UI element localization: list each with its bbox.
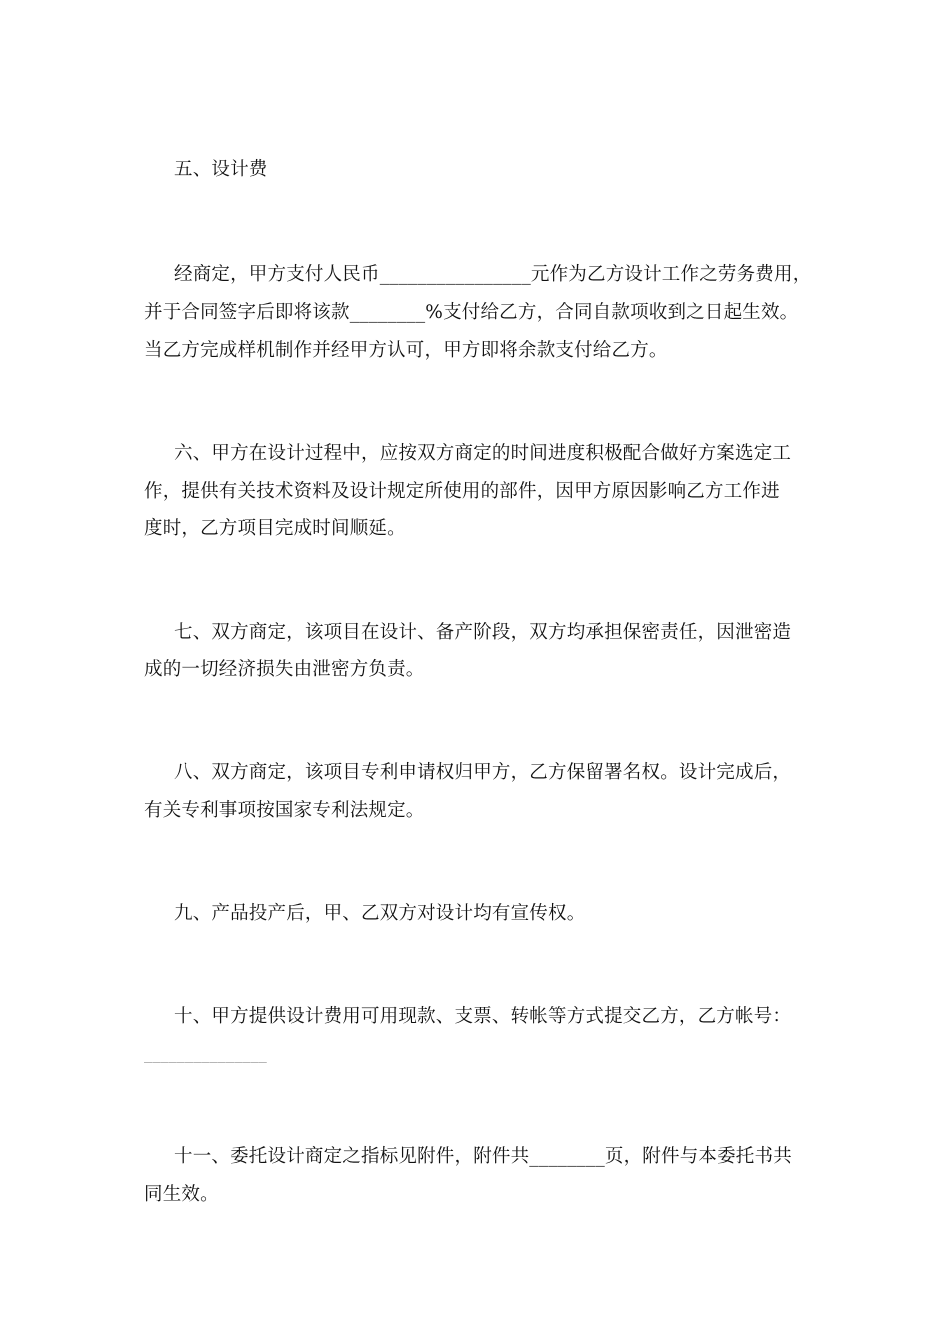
clause-9-line-1: 九、产品投产后，甲、乙双方对设计均有宣传权。 xyxy=(174,903,586,924)
fee-paragraph-line-1: 经商定，甲方支付人民币________________元作为乙方设计工作之劳务费用， xyxy=(174,264,812,285)
section-heading-design-fee: 五、设计费 xyxy=(174,159,268,180)
clause-6-line-3: 度时，乙方项目完成时间顺延。 xyxy=(144,518,406,539)
clause-10-line-1: 十、甲方提供设计费用可用现款、支票、转帐等方式提交乙方，乙方帐号： xyxy=(174,1006,792,1027)
clause-8-line-1: 八、双方商定，该项目专利申请权归甲方，乙方保留署名权。设计完成后， xyxy=(174,762,792,783)
fee-paragraph-line-3: 当乙方完成样机制作并经甲方认可，甲方即将余款支付给乙方。 xyxy=(144,340,668,361)
account-number-blank: _______________ xyxy=(144,1044,267,1063)
clause-7-line-2: 成的一切经济损失由泄密方负责。 xyxy=(144,659,425,680)
fee-paragraph-line-2: 并于合同签字后即将该款________%支付给乙方，合同自款项收到之日起生效。 xyxy=(144,302,799,323)
clause-6-line-2: 作，提供有关技术资料及设计规定所使用的部件，因甲方原因影响乙方工作进 xyxy=(144,481,780,502)
clause-8-line-2: 有关专利事项按国家专利法规定。 xyxy=(144,800,425,821)
clause-11-line-2: 同生效。 xyxy=(144,1184,219,1205)
clause-6-line-1: 六、甲方在设计过程中，应按双方商定的时间进度积极配合做好方案选定工 xyxy=(174,443,792,464)
clause-11-line-1: 十一、委托设计商定之指标见附件，附件共________页，附件与本委托书共 xyxy=(174,1146,792,1167)
clause-7-line-1: 七、双方商定，该项目在设计、备产阶段，双方均承担保密责任，因泄密造 xyxy=(174,622,792,643)
